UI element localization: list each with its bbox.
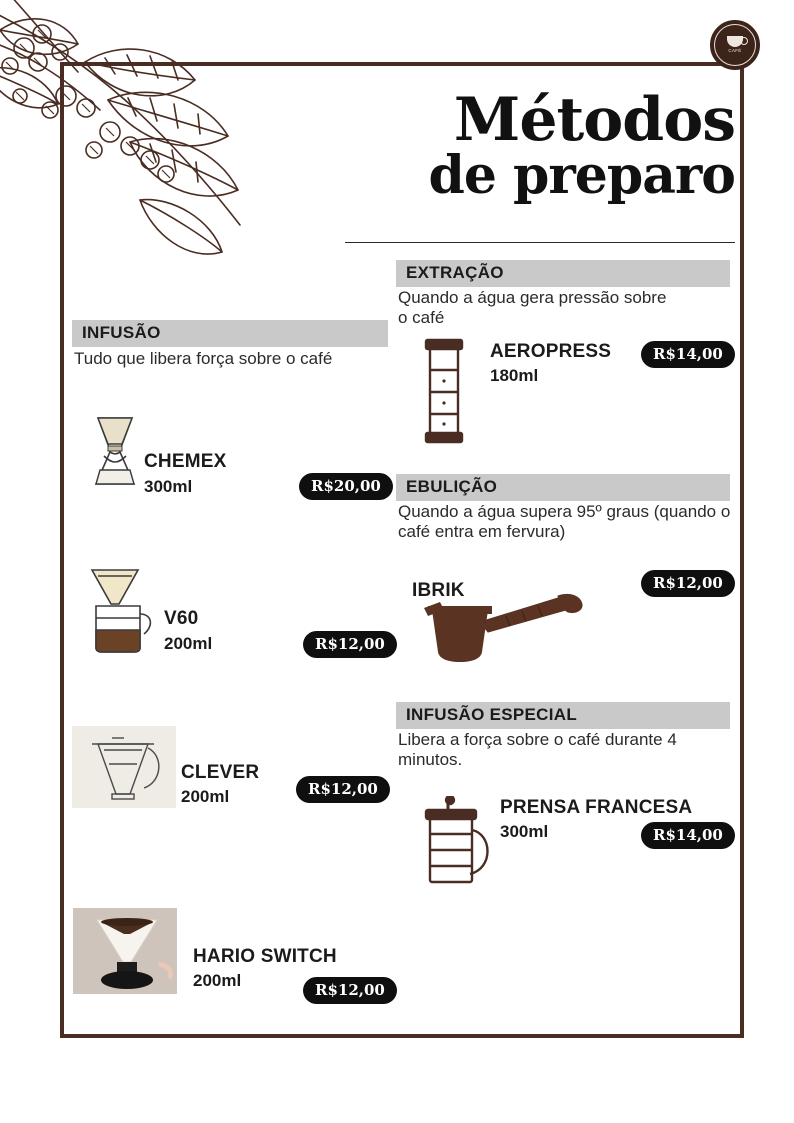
- item-name-hario-switch: HARIO SWITCH: [193, 946, 337, 967]
- chemex-icon: [84, 412, 146, 490]
- title-line-1: Métodos: [453, 85, 735, 155]
- coffee-cup-icon: [727, 36, 743, 47]
- item-name-aeropress: AEROPRESS: [490, 341, 612, 362]
- item-name-ibrik: IBRIK: [412, 580, 465, 601]
- item-name-v60: V60: [164, 608, 199, 629]
- coffee-shop-logo: [710, 20, 760, 70]
- section-description-infusao-especial: Libera a força sobre o café durante 4 minutos.: [398, 730, 677, 770]
- item-name-prensa-francesa: PRENSA FRANCESA: [500, 797, 693, 818]
- v60-icon: [82, 564, 158, 656]
- price-clever: R$12,00: [296, 776, 390, 803]
- logo-inner-ring: [714, 24, 756, 66]
- item-volume-chemex: 300ml: [144, 477, 193, 496]
- section-heading-extracao: EXTRAÇÃO: [396, 260, 730, 287]
- page-title: [395, 85, 735, 206]
- title-line-2: de preparo: [428, 145, 735, 206]
- hario-switch-icon: [73, 908, 177, 994]
- price-ibrik: R$12,00: [641, 570, 735, 597]
- item-volume-v60: 200ml: [164, 634, 213, 653]
- aeropress-icon: [420, 336, 468, 446]
- page-border: [60, 62, 744, 1038]
- section-description-ebulicao: Quando a água supera 95º graus (quando o café entra em fervura): [398, 502, 731, 542]
- title-divider: [345, 242, 735, 243]
- section-heading-infusao-especial: INFUSÃO ESPECIAL: [396, 702, 730, 729]
- price-aeropress: R$14,00: [641, 341, 735, 368]
- item-volume-aeropress: 180ml: [490, 366, 539, 385]
- item-volume-prensa-francesa: 300ml: [500, 822, 549, 841]
- clever-icon: [82, 730, 168, 806]
- section-heading-ebulicao: EBULIÇÃO: [396, 474, 730, 501]
- section-description-infusao: Tudo que libera força sobre o café: [74, 349, 333, 368]
- item-volume-hario-switch: 200ml: [193, 971, 242, 990]
- price-hario-switch: R$12,00: [303, 977, 397, 1004]
- price-v60: R$12,00: [303, 631, 397, 658]
- section-description-extracao: Quando a água gera pressão sobre o café: [398, 288, 667, 328]
- french-press-icon: [412, 796, 498, 888]
- item-name-chemex: CHEMEX: [144, 451, 227, 472]
- item-volume-clever: 200ml: [181, 787, 230, 806]
- item-name-clever: CLEVER: [181, 762, 260, 783]
- price-prensa-francesa: R$14,00: [641, 822, 735, 849]
- section-heading-infusao: INFUSÃO: [72, 320, 388, 347]
- price-chemex: R$20,00: [299, 473, 393, 500]
- logo-label: CAFÉ: [728, 48, 742, 54]
